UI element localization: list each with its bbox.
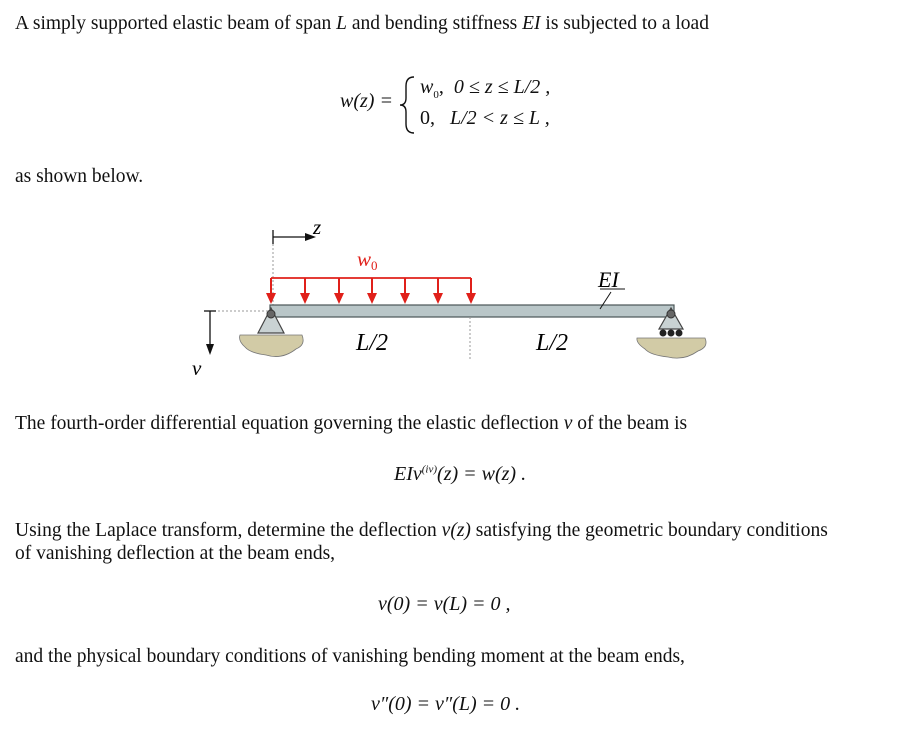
load-arrow-head	[367, 293, 377, 304]
load-arrow-head	[266, 293, 276, 304]
laplace-v: v(z)	[441, 520, 471, 541]
v-arrowhead	[206, 344, 214, 355]
load-arrows	[266, 278, 476, 304]
load-eq-case1: $w_0$, 0 ≤ z ≤ L/2 ,	[420, 76, 551, 101]
load-arrow-head	[433, 293, 443, 304]
gov-eq-sup: (iv)	[421, 463, 438, 476]
governing-part2: of the beam is	[572, 413, 688, 434]
beam	[270, 305, 674, 317]
load-arrow-head	[400, 293, 410, 304]
case2-val: 0,	[420, 107, 435, 129]
governing-part1: The fourth-order differential equation governing the elastic deflection	[15, 413, 564, 434]
laplace-b: satisfying the geometric boundary conditions	[470, 520, 828, 541]
load-eq-case2	[420, 107, 550, 130]
governing-eq	[394, 463, 526, 486]
load-arrow-head	[334, 293, 344, 304]
load-arrow-head	[300, 293, 310, 304]
case2-cond: L/2 < z ≤ L ,	[450, 107, 550, 129]
load-eq-brace	[398, 74, 418, 136]
gov-eq-rhs: (z) = w(z) .	[437, 463, 527, 485]
half1-label: L/2	[356, 330, 389, 356]
intro-part3: is subjected to a load	[540, 13, 709, 34]
intro-L: L	[336, 13, 348, 34]
laplace-a: Using the Laplace transform, determine the deflection	[15, 520, 442, 541]
load-arrow-head	[466, 293, 476, 304]
EI-label: EI	[598, 267, 619, 292]
laplace-line1	[15, 519, 828, 543]
v-label: v	[192, 356, 202, 380]
beam-diagram	[0, 205, 904, 385]
half2-label: L/2	[536, 330, 569, 356]
as-shown-text: as shown below.	[15, 166, 144, 187]
w0-label: w0	[357, 247, 378, 273]
laplace-line2: of vanishing deflection at the beam ends,	[15, 543, 336, 564]
intro-part2: and bending stiffness	[347, 13, 523, 34]
physical-text: and the physical boundary conditions of vanishing bending moment at the beam ends,	[15, 646, 685, 667]
intro-part1: A simply supported elastic beam of span	[15, 13, 337, 34]
governing-v: v	[563, 413, 573, 434]
load-eq-lhs: w(z) =	[340, 90, 393, 112]
intro-text	[15, 12, 709, 36]
bc2-eq: v″(0) = v″(L) = 0 .	[371, 693, 521, 715]
case1-cond: 0 ≤ z ≤ L/2 ,	[453, 76, 551, 98]
governing-text	[15, 412, 687, 436]
case1-sub: 0	[433, 89, 439, 101]
z-label: z	[313, 215, 322, 239]
case1-w: w	[420, 76, 434, 98]
intro-EI: EI	[522, 13, 541, 34]
bc1-eq: v(0) = v(L) = 0 ,	[378, 593, 511, 615]
gov-eq-lhs: EIv	[394, 463, 422, 485]
